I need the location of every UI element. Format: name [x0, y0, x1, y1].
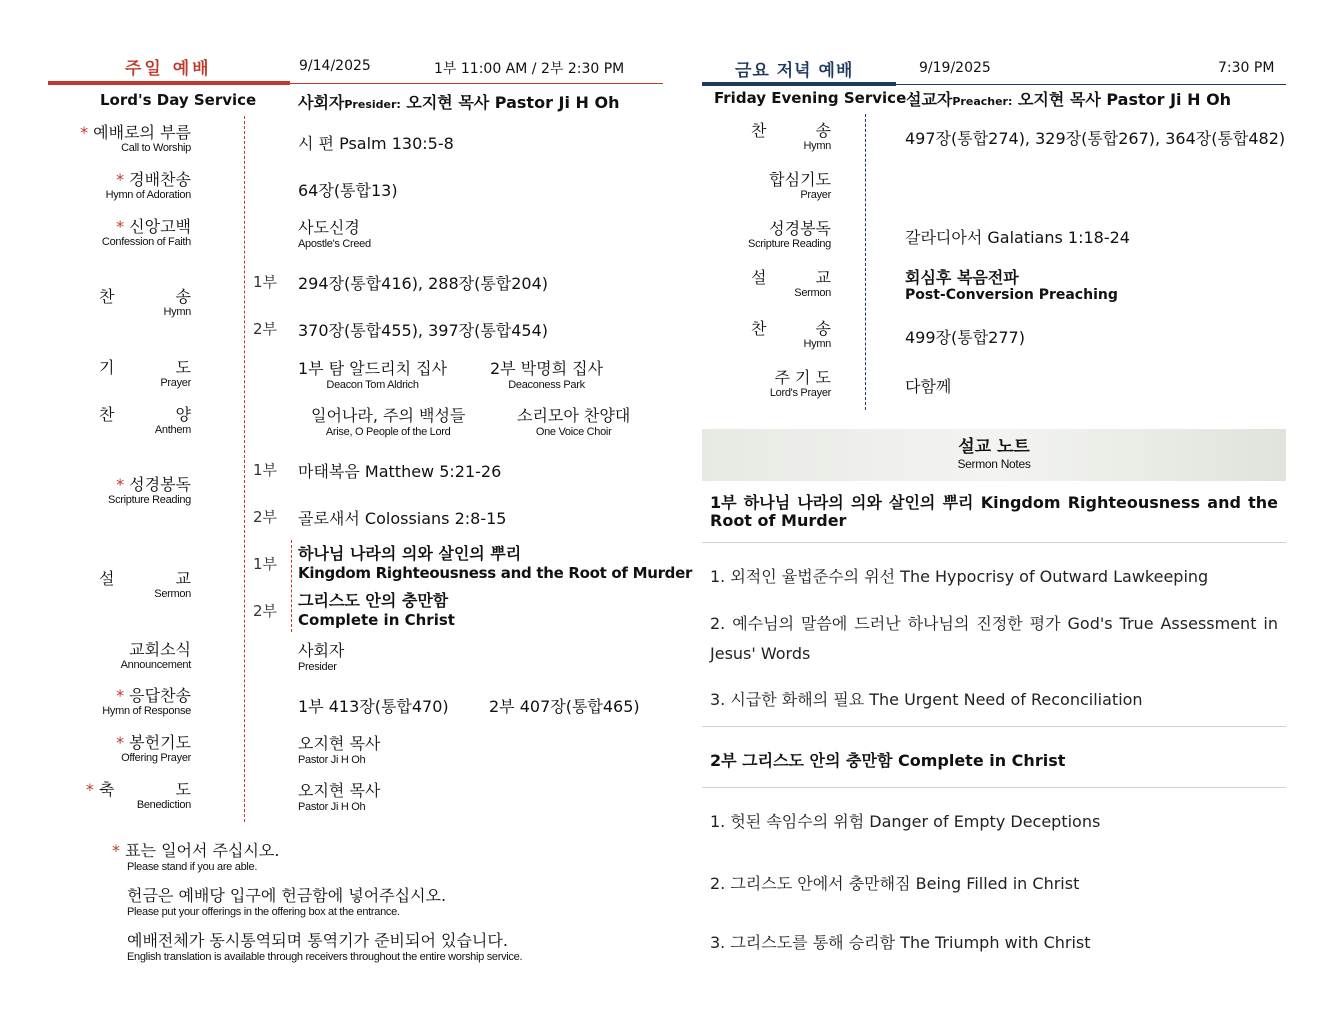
- scripture-service2-label: 2부: [253, 508, 278, 526]
- friday-hymn1-label: 찬 송 Hymn: [751, 121, 853, 152]
- hymn-of-adoration-content: 64장(통합13): [298, 181, 398, 200]
- hymn-of-response-2: 2부 407장(통합465): [489, 697, 640, 716]
- notes-sermon1-point3: 3. 시급한 화해의 필요 The Urgent Need of Reconciliation: [710, 690, 1143, 709]
- hymn-service2: 370장(통합455), 397장(통합454): [298, 321, 549, 340]
- sermon-divider: [291, 540, 292, 632]
- sunday-times: 1부 11:00 AM / 2부 2:30 PM: [434, 61, 625, 77]
- stand-star: *: [80, 123, 89, 142]
- presider-line: [298, 90, 620, 113]
- notes-sermon1-point1: 1. 외적인 율법준수의 위선 The Hypocrisy of Outward Lawkeeping: [710, 567, 1209, 586]
- confession-of-faith-content: 사도신경 Apostle's Creed: [298, 218, 371, 250]
- offering-note: 헌금은 예배당 입구에 헌금함에 넣어주십시오. Please put your offerings in the offering box at the entrance.: [127, 886, 447, 918]
- friday-divider: [865, 114, 866, 410]
- presider-label-ko: 사회자: [298, 93, 345, 112]
- sermon-notes-subtitle: Sermon Notes: [957, 457, 1031, 471]
- confession-of-faith-label: * 신앙고백 Confession of Faith: [101, 217, 191, 248]
- sermon-service2-title-ko: 그리스도 안의 충만함: [298, 591, 449, 610]
- friday-title: 금요 저녁 예배: [735, 61, 854, 81]
- sunday-divider: [244, 116, 245, 822]
- sunday-date: 9/14/2025: [299, 58, 371, 74]
- scripture-label: * 성경봉독 Scripture Reading: [108, 475, 191, 506]
- friday-title-bar: [702, 82, 896, 86]
- sermon-notes-title: 설교 노트: [958, 437, 1030, 457]
- friday-subtitle: Friday Evening Service: [714, 89, 907, 107]
- hymn-of-response-1: 1부 413장(통합470): [298, 697, 449, 716]
- sermon-service1-title-en: Kingdom Righteousness and the Root of Murder: [298, 564, 693, 582]
- hymn-service1-label: 1부: [253, 273, 278, 291]
- friday-lords-prayer-content: 다함께: [905, 377, 952, 396]
- friday-sermon-title-ko: 회심후 복음전파: [905, 268, 1019, 287]
- anthem-title: 일어나라, 주의 백성들 Arise, O People of the Lord: [311, 406, 466, 438]
- sermon-label: 설 교 Sermon: [99, 569, 219, 600]
- announcement-label: 교회소식 Announcement: [120, 640, 191, 671]
- friday-time: 7:30 PM: [1218, 60, 1275, 76]
- sermon-notes-header: [702, 429, 1286, 481]
- friday-scripture-content: 갈라디아서 Galatians 1:18-24: [905, 228, 1130, 247]
- stand-note: * 표는 일어서 주십시오. Please stand if you are able.: [112, 841, 280, 873]
- notes-sermon1-heading: 1부 하나님 나라의 의와 살인의 뿌리 Kingdom Righteousness and the Root of Murder: [710, 493, 1278, 530]
- notes-sermon1-point2: 2. 예수님의 말씀에 드러난 하나님의 진정한 평가 God's True Assessment in Jesus' Words: [710, 614, 1278, 663]
- friday-prayer-label: 합심기도 Prayer: [769, 170, 831, 201]
- friday-scripture-label: 성경봉독 Scripture Reading: [748, 219, 831, 250]
- friday-hymn1-content: 497장(통합274), 329장(통합267), 364장(통합482): [905, 129, 1286, 148]
- notes-sermon2-point3: 3. 그리스도를 통해 승리함 The Triumph with Christ: [710, 933, 1091, 952]
- hymn-of-response-label: * 응답찬송 Hymn of Response: [102, 686, 191, 717]
- prayer-leader-1: 1부 탐 알드리치 집사 Deacon Tom Aldrich: [298, 359, 448, 391]
- notes-divider-1: [702, 542, 1286, 543]
- hymn-label: 찬 송 Hymn: [99, 287, 219, 318]
- sermon-service1-label: 1부: [253, 555, 278, 573]
- hymn-service2-label: 2부: [253, 320, 278, 338]
- friday-sermon-label: 설 교 Sermon: [751, 268, 853, 299]
- sermon-service2-title-en: Complete in Christ: [298, 611, 455, 629]
- prayer-label: 기 도 Prayer: [99, 358, 219, 389]
- benediction-label: * 축 도 Benediction: [85, 780, 219, 811]
- hymn-service1: 294장(통합416), 288장(통합204): [298, 274, 549, 293]
- notes-divider-3: [702, 787, 1286, 788]
- anthem-choir: 소리모아 찬양대 One Voice Choir: [517, 406, 631, 438]
- translation-note: 예배전체가 동시통역되며 통역기가 준비되어 있습니다. English translation is available through receivers throughout the entire worship service.: [127, 931, 523, 963]
- friday-hymn2-label: 찬 송 Hymn: [751, 319, 853, 350]
- call-to-worship-content: 시 편 Psalm 130:5-8: [298, 134, 454, 153]
- scripture-service1: 마태복음 Matthew 5:21-26: [298, 462, 502, 481]
- benediction-content: 오지현 목사 Pastor Ji H Oh: [298, 781, 381, 813]
- sunday-title: 주일 예배: [125, 59, 212, 79]
- offering-prayer-label: * 봉헌기도 Offering Prayer: [116, 733, 191, 764]
- sunday-title-bar: [48, 81, 290, 85]
- scripture-service2: 골로새서 Colossians 2:8-15: [298, 509, 507, 528]
- sermon-service1-title-ko: 하나님 나라의 의와 살인의 뿌리: [298, 544, 522, 563]
- preacher-label-ko: 설교자: [906, 90, 953, 109]
- friday-title-rule: [896, 84, 1286, 85]
- prayer-leader-2: 2부 박명희 집사 Deaconess Park: [490, 359, 604, 391]
- friday-hymn2-content: 499장(통합277): [905, 328, 1025, 347]
- friday-lords-prayer-label: 주 기 도 Lord's Prayer: [769, 368, 831, 399]
- friday-sermon-title-en: Post-Conversion Preaching: [905, 287, 1118, 303]
- presider-label-en: Presider:: [344, 98, 401, 111]
- offering-prayer-content: 오지현 목사 Pastor Ji H Oh: [298, 734, 381, 766]
- hymn-of-adoration-label: * 경배찬송 Hymn of Adoration: [105, 170, 191, 201]
- sermon-service2-label: 2부: [253, 602, 278, 620]
- notes-divider-2: [702, 726, 1286, 727]
- notes-sermon2-point1: 1. 헛된 속임수의 위험 Danger of Empty Deceptions: [710, 812, 1101, 831]
- scripture-service1-label: 1부: [253, 461, 278, 479]
- preacher-label-en: Preacher:: [952, 95, 1013, 108]
- friday-date: 9/19/2025: [919, 60, 991, 76]
- preacher-line: [906, 87, 1231, 110]
- sunday-title-rule: [290, 83, 663, 84]
- preacher-name: 오지현 목사 Pastor Ji H Oh: [1017, 90, 1232, 109]
- call-to-worship-label: * 예배로의 부름 Call to Worship: [80, 123, 191, 154]
- anthem-label: 찬 양 Anthem: [99, 405, 219, 436]
- presider-name: 오지현 목사 Pastor Ji H Oh: [406, 93, 620, 112]
- sunday-subtitle: Lord's Day Service: [100, 91, 257, 109]
- notes-sermon2-heading: 2부 그리스도 안의 충만함 Complete in Christ: [710, 751, 1066, 770]
- notes-sermon2-point2: 2. 그리스도 안에서 충만해짐 Being Filled in Christ: [710, 874, 1080, 893]
- announcement-content: 사회자 Presider: [298, 641, 345, 673]
